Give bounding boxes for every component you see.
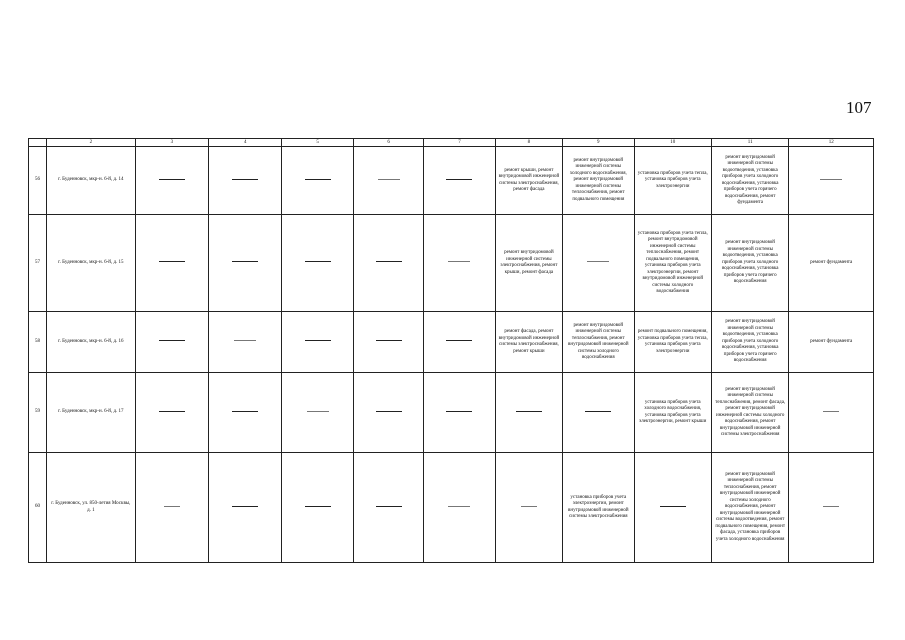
empty-cell bbox=[135, 373, 208, 453]
works-cell: ремонт фундамента bbox=[789, 312, 874, 373]
column-number: 5 bbox=[282, 139, 353, 147]
dash-mark bbox=[305, 179, 331, 180]
empty-cell bbox=[135, 215, 208, 312]
row-number: 57 bbox=[29, 215, 47, 312]
empty-cell bbox=[424, 373, 495, 453]
empty-cell bbox=[282, 453, 353, 563]
empty-cell bbox=[353, 215, 423, 312]
works-cell: ремонт внутридомовой инженерной системы электроснабжения, ремонт крыши, ремонт фасада bbox=[495, 215, 562, 312]
works-cell: ремонт подвального помещения, установка приборов учета тепла, установка приборов учета электроэнергии bbox=[634, 312, 711, 373]
works-cell: ремонт внутридомовой инженерной системы холодного водоснабжения, ремонт внутридомовой инженерной системы теплоснабжения, ремонт подвального помещения bbox=[563, 147, 634, 215]
empty-cell bbox=[209, 215, 282, 312]
empty-cell bbox=[634, 453, 711, 563]
dash-mark bbox=[585, 411, 611, 412]
works-cell: установка приборов учета электроэнергии, ремонт внутридомовой инженерной системы электроснабжения bbox=[563, 453, 634, 563]
column-number: 9 bbox=[563, 139, 634, 147]
dash-mark bbox=[232, 261, 258, 262]
empty-cell bbox=[135, 453, 208, 563]
table-row bbox=[29, 453, 874, 563]
column-number: 11 bbox=[711, 139, 788, 147]
dash-mark bbox=[587, 261, 609, 262]
address-cell: г. Буденновск, мкр-н. 6-й, д. 17 bbox=[47, 373, 136, 453]
dash-mark bbox=[446, 411, 472, 412]
empty-cell bbox=[424, 147, 495, 215]
column-number: 7 bbox=[424, 139, 495, 147]
dash-mark bbox=[448, 261, 470, 262]
table-row bbox=[29, 215, 874, 312]
column-number: 3 bbox=[135, 139, 208, 147]
row-number: 56 bbox=[29, 147, 47, 215]
column-number: 8 bbox=[495, 139, 562, 147]
column-number-row bbox=[29, 139, 874, 147]
address-cell: г. Буденновск, мкр-н. 6-й, д. 14 bbox=[47, 147, 136, 215]
dash-mark bbox=[234, 340, 256, 341]
empty-cell bbox=[353, 373, 423, 453]
works-table bbox=[28, 138, 874, 563]
dash-mark bbox=[159, 261, 185, 262]
dash-mark bbox=[446, 179, 472, 180]
dash-mark bbox=[376, 506, 402, 507]
column-number: 6 bbox=[353, 139, 423, 147]
page-number: 107 bbox=[846, 98, 872, 117]
dash-mark bbox=[232, 179, 258, 180]
empty-cell bbox=[789, 147, 874, 215]
row-number: 60 bbox=[29, 453, 47, 563]
works-cell: ремонт внутридомовой инженерной системы теплоснабжения, ремонт внутридомовой инженерной системы холодного водоснабжения bbox=[563, 312, 634, 373]
dash-mark bbox=[448, 506, 470, 507]
empty-cell bbox=[424, 453, 495, 563]
dash-mark bbox=[820, 179, 842, 180]
works-cell: ремонт внутридомовой инженерной системы теплоснабжения, ремонт внутридомовой инженерной системы холодного водоснабжения, ремонт внутридомовой инженерной системы водоотведения, ремонт подвального помещения, ремонт фасада, установка приборов учета холодного водоснабжения bbox=[711, 453, 788, 563]
works-cell: ремонт фундамента bbox=[789, 215, 874, 312]
works-cell: ремонт внутридомовой инженерной системы водоотведения, установка приборов учета холодного водоснабжения, установка приборов учета горячего водоснабжения bbox=[711, 215, 788, 312]
row-number: 59 bbox=[29, 373, 47, 453]
empty-cell bbox=[495, 453, 562, 563]
row-number: 58 bbox=[29, 312, 47, 373]
dash-mark bbox=[516, 411, 542, 412]
dash-mark bbox=[446, 340, 472, 341]
empty-cell bbox=[282, 215, 353, 312]
works-cell: установка приборов учета холодного водоснабжения, установка приборов учета электроэнергии, ремонт крыши bbox=[634, 373, 711, 453]
column-number: 12 bbox=[789, 139, 874, 147]
empty-cell bbox=[353, 453, 423, 563]
column-number: 10 bbox=[634, 139, 711, 147]
empty-cell bbox=[209, 147, 282, 215]
address-cell: г. Буденновск, ул. 850-летия Москвы, д. 1 bbox=[47, 453, 136, 563]
dash-mark bbox=[164, 506, 180, 507]
dash-mark bbox=[305, 340, 331, 341]
works-cell: ремонт внутридомовой инженерной системы водоотведения, установка приборов учета холодного водоснабжения, установка приборов учета горячего водоснабжения, ремонт фундамента bbox=[711, 147, 788, 215]
address-cell: г. Буденновск, мкр-н. 6-й, д. 15 bbox=[47, 215, 136, 312]
empty-cell bbox=[135, 312, 208, 373]
column-number: 2 bbox=[47, 139, 136, 147]
dash-mark bbox=[823, 506, 839, 507]
empty-cell bbox=[282, 373, 353, 453]
dash-mark bbox=[307, 411, 329, 412]
dash-mark bbox=[232, 506, 258, 507]
works-cell: установка приборов учета тепла, ремонт внутридомовой инженерной системы теплоснабжения, ремонт подвального помещения, установка приборов учета электроэнергии, ремонт внутридомовой инженерной системы холодного водоснабжения bbox=[634, 215, 711, 312]
empty-cell bbox=[209, 373, 282, 453]
dash-mark bbox=[159, 340, 185, 341]
empty-cell bbox=[282, 312, 353, 373]
dash-mark bbox=[305, 506, 331, 507]
dash-mark bbox=[232, 411, 258, 412]
empty-cell bbox=[209, 453, 282, 563]
address-cell: г. Буденновск, мкр-н. 6-й, д. 16 bbox=[47, 312, 136, 373]
dash-mark bbox=[159, 411, 185, 412]
empty-cell bbox=[353, 312, 423, 373]
dash-mark bbox=[376, 411, 402, 412]
dash-mark bbox=[305, 261, 331, 262]
dash-mark bbox=[376, 340, 402, 341]
table-row bbox=[29, 312, 874, 373]
dash-mark bbox=[376, 261, 402, 262]
empty-cell bbox=[353, 147, 423, 215]
empty-cell bbox=[563, 373, 634, 453]
works-cell: ремонт крыши, ремонт внутридомовой инженерной системы электроснабжения, ремонт фасада bbox=[495, 147, 562, 215]
empty-cell bbox=[495, 373, 562, 453]
empty-cell bbox=[424, 215, 495, 312]
empty-cell bbox=[135, 147, 208, 215]
column-number: 4 bbox=[209, 139, 282, 147]
empty-cell bbox=[282, 147, 353, 215]
dash-mark bbox=[159, 179, 185, 180]
table-row bbox=[29, 147, 874, 215]
dash-mark bbox=[378, 179, 400, 180]
works-cell: ремонт фасада, ремонт внутридомовой инженерной системы электроснабжения, ремонт крыши bbox=[495, 312, 562, 373]
dash-mark bbox=[823, 411, 839, 412]
dash-mark bbox=[521, 506, 537, 507]
works-cell: установка приборов учета тепла, установка приборов учета электроэнергии bbox=[634, 147, 711, 215]
works-cell: ремонт внутридомовой инженерной системы водоотведения, установка приборов учета холодного водоснабжения, установка приборов учета горячего водоснабжения bbox=[711, 312, 788, 373]
works-cell: ремонт внутридомовой инженерной системы теплоснабжения, ремонт фасада, ремонт внутридомовой инженерной системы холодного водоснабжения, ремонт внутридомовой инженерной системы электроснабжения bbox=[711, 373, 788, 453]
empty-cell bbox=[789, 453, 874, 563]
column-number bbox=[29, 139, 47, 147]
table-row bbox=[29, 373, 874, 453]
empty-cell bbox=[209, 312, 282, 373]
empty-cell bbox=[424, 312, 495, 373]
dash-mark bbox=[660, 506, 686, 507]
empty-cell bbox=[789, 373, 874, 453]
empty-cell bbox=[563, 215, 634, 312]
